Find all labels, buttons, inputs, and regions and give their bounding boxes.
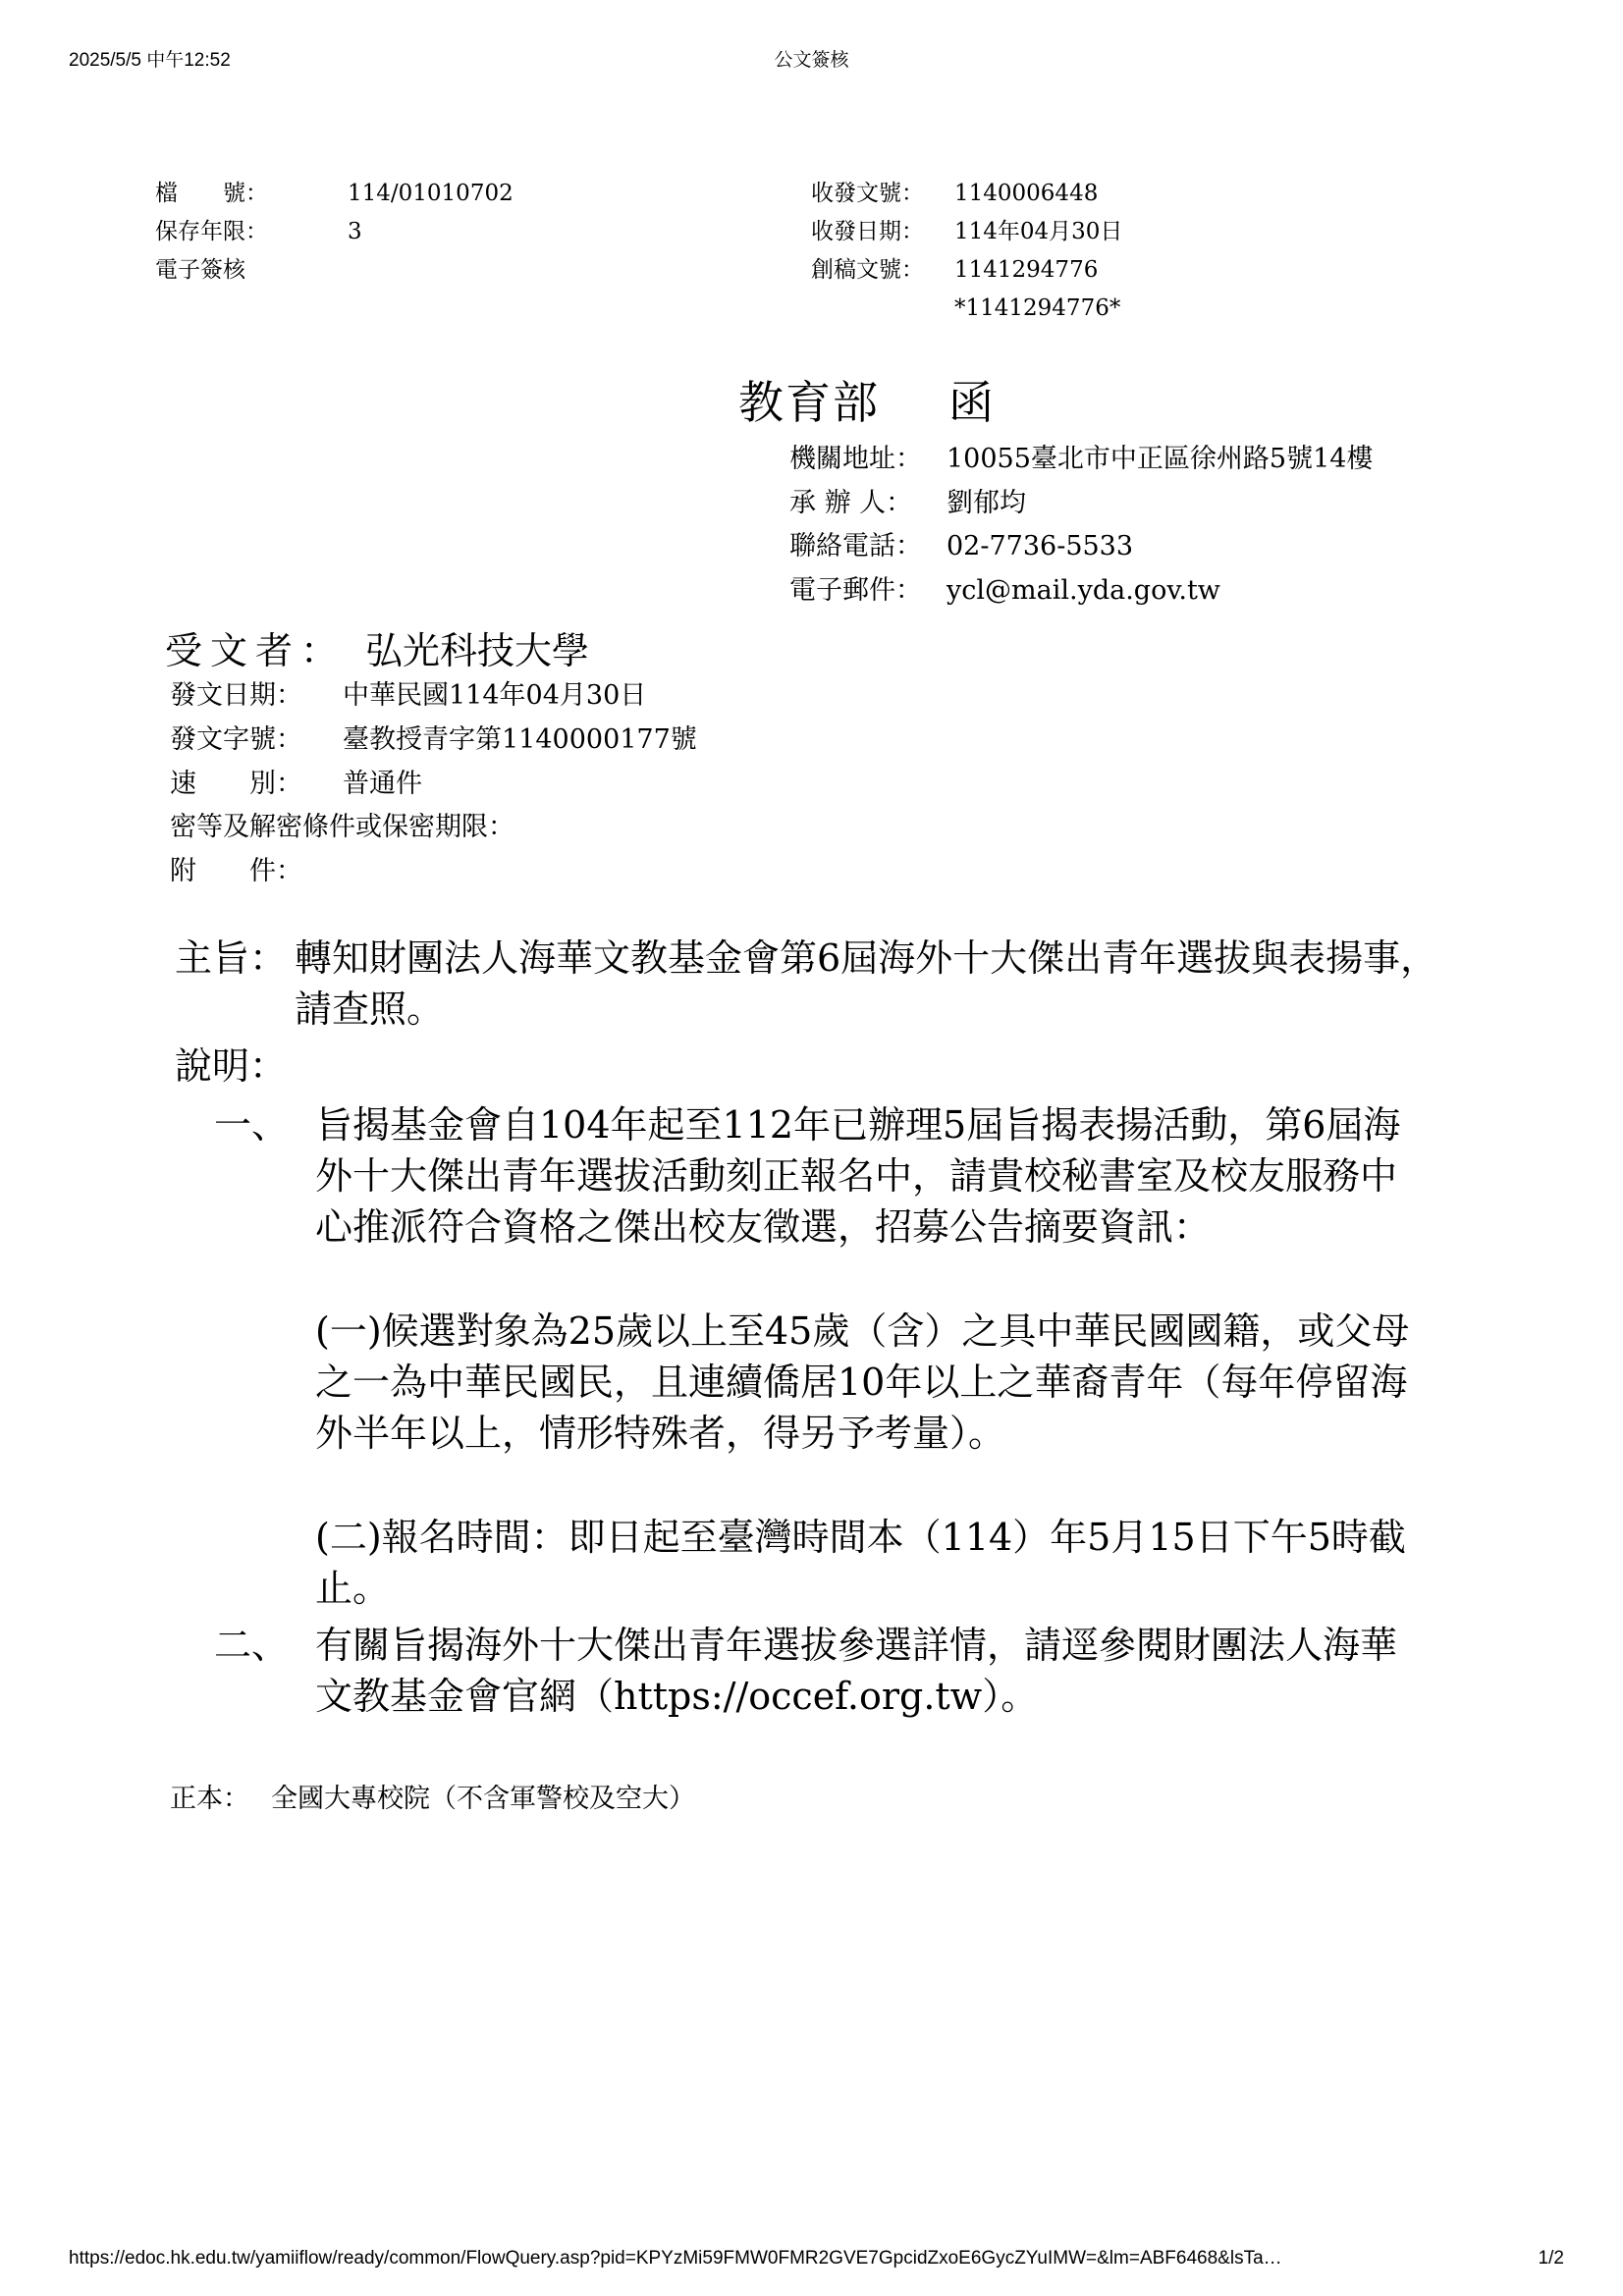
receipt-date-row — [811, 213, 1122, 251]
recipient — [165, 620, 589, 674]
sub-item-2: (二)報名時間：即日起至臺灣時間本（114）年5月15日下午5時截止。 — [315, 1516, 1406, 1610]
issue-number: 臺教授青字第1140000177號 — [343, 723, 697, 755]
speed-label: 速 別： — [170, 768, 302, 799]
email-value: ycl@mail.yda.gov.tw — [947, 574, 1220, 606]
item-2-number: 二、 — [214, 1624, 290, 1667]
print-header — [0, 45, 1623, 73]
subject-label: 主旨： — [175, 936, 288, 980]
retention-row — [155, 213, 514, 251]
explanation-label: 說明： — [175, 1044, 288, 1088]
esign-label: 電子簽核 — [155, 257, 245, 283]
recipient-label: 受文者： — [165, 629, 347, 672]
retention-value: 3 — [348, 219, 362, 244]
secrecy-label: 密等及解密條件或保密期限： — [170, 812, 514, 843]
receipt-date: 114年04月30日 — [954, 219, 1123, 244]
copy-to — [170, 1777, 695, 1815]
file-meta — [155, 175, 514, 290]
print-title: 公文簽核 — [774, 50, 849, 71]
agency-name: 教育部 — [738, 376, 880, 429]
handler-row — [789, 482, 1373, 526]
receipt-no: 1140006448 — [954, 181, 1099, 206]
file-no-label: 檔 號： — [155, 181, 268, 206]
email-row — [789, 569, 1373, 614]
draft-no-row — [811, 251, 1122, 290]
file-no-row — [155, 175, 514, 213]
attachment-label: 附 件： — [170, 856, 302, 887]
item-1-number: 一、 — [214, 1103, 290, 1147]
barcode-text: *1141294776* — [954, 295, 1121, 321]
print-footer — [0, 2248, 1623, 2275]
address-label: 機關地址： — [789, 444, 922, 474]
issue-number-label: 發文字號： — [170, 723, 302, 755]
copy-to-value: 全國大專校院（不含軍警校及空大） — [271, 1784, 695, 1814]
receipt-date-label: 收發日期： — [811, 219, 924, 244]
phone-label: 聯絡電話： — [789, 531, 922, 561]
receipt-meta — [811, 175, 1122, 328]
document-title — [738, 367, 996, 432]
speed-row — [170, 763, 697, 807]
retention-label: 保存年限： — [155, 219, 268, 244]
receipt-no-label: 收發文號： — [811, 181, 924, 206]
contact-block — [789, 438, 1373, 613]
print-url: https://edoc.hk.edu.tw/yamiiflow/ready/common/FlowQuery.asp?pid=KPYzMi59FMW0FMR2GVE7GpcidZxoE6GycZYuIMW=&lm=ABF6468&lsTa… — [69, 2248, 1282, 2269]
issue-date-row — [170, 674, 697, 719]
recipient-name: 弘光科技大學 — [365, 629, 590, 672]
subject — [175, 933, 1490, 1035]
doc-info — [170, 674, 697, 894]
file-no: 114/01010702 — [348, 181, 514, 206]
attachment-row — [170, 850, 697, 894]
phone-row — [789, 525, 1373, 569]
item-1-text: 旨揭基金會自104年起至112年已辦理5屆旨揭表揚活動，第6屆海外十大傑出青年選拔活動刻正報名中，請貴校秘書室及校友服務中心推派符合資格之傑出校友徵選，招募公告摘要資訊： — [315, 1103, 1401, 1249]
draft-no: 1141294776 — [954, 257, 1099, 283]
handler-label: 承 辦 人： — [789, 487, 913, 518]
address-row — [789, 438, 1373, 482]
handler-value: 劉郁均 — [947, 487, 1026, 518]
draft-no-label: 創稿文號： — [811, 257, 924, 283]
sub-item-1: (一)候選對象為25歲以上至45歲（含）之具中華民國國籍，或父母之一為中華民國民，且連續僑居10年以上之華裔青年（每年停留海外半年以上，情形特殊者，得另予考量）。 — [315, 1309, 1410, 1455]
receipt-no-row — [811, 175, 1122, 213]
secrecy-row — [170, 806, 697, 850]
subject-text: 轉知財團法人海華文教基金會第6屆海外十大傑出青年選拔與表揚事，請查照。 — [295, 936, 1438, 1031]
page-number: 1/2 — [1538, 2248, 1564, 2269]
issue-date: 中華民國114年04月30日 — [343, 680, 647, 711]
issue-date-label: 發文日期： — [170, 680, 302, 711]
email-label: 電子郵件： — [789, 574, 922, 606]
phone-value: 02-7736-5533 — [947, 531, 1134, 561]
barcode-row — [811, 290, 1122, 328]
address-value: 10055臺北市中正區徐州路5號14樓 — [947, 444, 1374, 474]
esign-row — [155, 251, 514, 290]
item-2-text: 有關旨揭海外十大傑出青年選拔參選詳情，請逕參閱財團法人海華文教基金會官網（https://occef.org.tw）。 — [315, 1624, 1398, 1718]
issue-number-row — [170, 719, 697, 763]
print-datetime: 2025/5/5 中午12:52 — [69, 50, 231, 71]
copy-to-label: 正本： — [170, 1784, 249, 1814]
doc-type: 函 — [948, 376, 996, 429]
speed-value: 普通件 — [343, 768, 422, 799]
